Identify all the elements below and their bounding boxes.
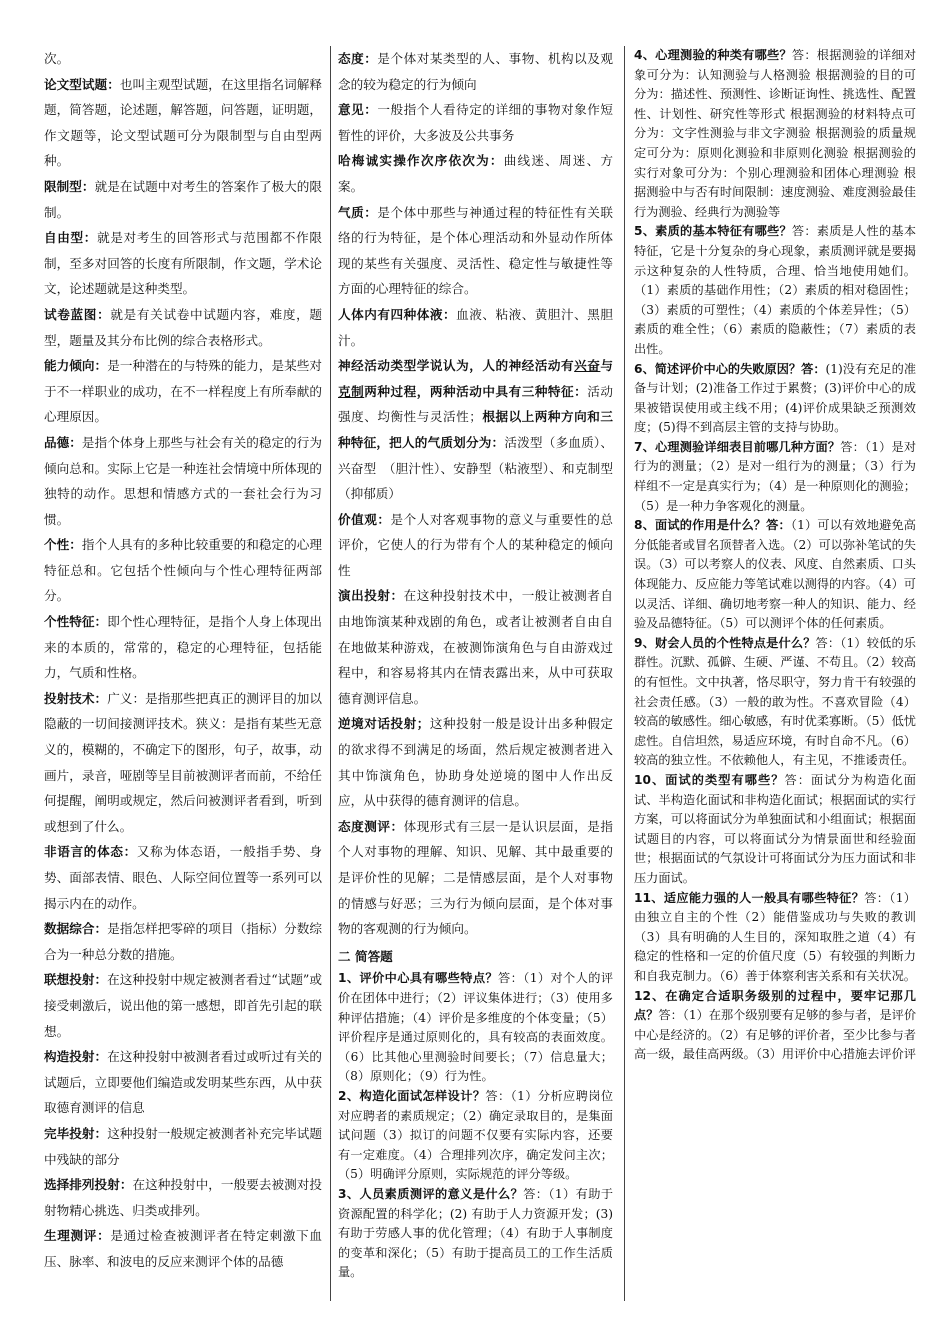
term-label: 意见： [338, 102, 378, 118]
question-text: 10、面试的类型有哪些？ [634, 772, 785, 787]
answer-text: 答：素质是人性的基本特征，它是十分复杂的身心现象，素质测评就是要揭示这种复杂的人性特质，合理、恰当地使用她们。（1）素质的基础作用性；（2）素质的相对稳固性；（3）素质的可塑性；（4）素质的个体差异性；（5）素质的难全性；（6）素质的隐蔽性；（7）素质的表出性。 [634, 224, 916, 356]
answer-text: 答：面试分为构造化面试、半构造化面试和非构造化面试；根据面试的实行方案，可以将面试分为单独面试和小组面试；根据面试题目的内容，可以将面试分为情景面世和经验面世；根据面试的气氛设计可将面试分为压力面试和非压力面试。 [634, 772, 916, 885]
definition-text: 曲线迷、周迷、方案。 [338, 153, 613, 194]
term-label: 自由型： [44, 230, 98, 246]
term-label: 限制型： [44, 178, 95, 194]
answer-text: （1）可以有效地避免高分低能者或冒名顶替者入选。（2）可以弥补笔试的失误。（3）可以考察人的仪表、风度、自然素质、口头体现能力、反应能力等笔试难以测得的内容。（4）可以灵活、详细、确切地考察一种人的知识、能力、经验及品德特征。（5）可以测评个体的任何素质。 [634, 518, 916, 631]
definition-entry [44, 686, 322, 840]
question-item [634, 771, 916, 889]
term-label: 数据综合： [44, 921, 108, 937]
definition-entry [338, 814, 613, 942]
underlined-term: 克制 [338, 383, 365, 399]
definition-entry [44, 1044, 322, 1121]
definition-text: 这种投射一般是设计出多种假定的欲求得不到满足的场面，然后规定被测者进入其中饰演角色，协助身处逆境的图中人作出反应，从中获得的德育测评的信息。 [338, 716, 613, 809]
term-label: 气质： [338, 204, 378, 220]
definition-entry [44, 1172, 322, 1223]
term-label: 完毕投射： [44, 1125, 108, 1141]
term-label: 联想投射： [44, 972, 108, 988]
question-item [634, 987, 916, 1065]
term-label: 个性特征： [44, 614, 108, 630]
term-label: 品德： [44, 434, 82, 450]
definition-entry [44, 1223, 322, 1274]
definition-entry [44, 353, 322, 430]
term-label: 与 [600, 358, 613, 374]
question-item [634, 46, 916, 222]
term-label: 两种过程，两种活动中具有三种特征： [364, 383, 588, 399]
term-label: 态度： [338, 51, 378, 66]
definition-entry [338, 97, 613, 148]
column-divider [624, 46, 625, 1301]
question-text: 4、心理测验的种类有哪些？ [634, 48, 792, 62]
question-item [634, 634, 916, 771]
question-item [338, 1087, 613, 1185]
definition-entry [44, 916, 322, 967]
question-text: 5、素质的基本特征有哪些？ [634, 224, 792, 239]
question-text: 3、人员素质测评的意义是什么？ [338, 1186, 524, 1201]
definition-text: 就是有关试卷中试题内容，难度，题型，题量及其分布比例的综合表格形式。 [44, 306, 322, 348]
answer-text: 答：（1）分析应聘岗位对应聘者的素质规定；（2）确定录取目的，是集面试问题（3）拟订的问题不仅要有实际内容，还要有一定难度。（4）合理排列次序，确定发问主次；（5）明确评分原则，实际规范的评分等级。 [338, 1088, 613, 1182]
definition-entry [338, 711, 613, 813]
question-item [634, 360, 916, 438]
definition-entry [44, 46, 322, 72]
column-right [634, 46, 916, 1301]
definition-text: 就是在试题中对考生的答案作了极大的限制。 [44, 178, 322, 220]
definition-entry [44, 967, 322, 1044]
question-text: 7、心理测验详细表目前哪几种方面？ [634, 439, 841, 454]
definition-entry [338, 148, 613, 199]
term-label: 生理测评： [44, 1228, 111, 1244]
definition-entry [338, 507, 613, 584]
definition-entry [44, 532, 322, 609]
definition-text: 广义：是指那些把真正的测评目的加以隐蔽的一切间接测评技术。狭义：是指有某些无意义的，模糊的，不确定下的图形，句子，故事，动画片，录音，哑剧等呈目前被测评者而前，不给任何提醒，阐明或规定，然后问被测评者看到，听到或想到了什么。 [44, 690, 322, 834]
term-label: 个性： [44, 537, 82, 553]
definition-text: 是个人对客观事物的意义与重要性的总评价，它使人的行为带有个人的某种稳定的倾向性 [338, 511, 613, 578]
definition-entry [44, 72, 322, 174]
definition-entry [44, 225, 322, 302]
definition-text: 是个体中那些与神通过程的特征性有关联络的行为特征，是个体心理活动和外显动作所体现的某些有关强度、灵活性、稳定性与敏捷性等方面的心理特征的综合。 [338, 204, 613, 297]
definition-entry [44, 1121, 322, 1172]
question-text: 11、适应能力强的人一般具有哪些特征？ [634, 890, 865, 905]
term-label: 构造投射： [44, 1049, 108, 1065]
term-label: 价值观： [338, 511, 391, 527]
definition-text: 是指怎样把零碎的项目（指标）分数综合为一种总分数的措施。 [44, 921, 322, 962]
term-label: 根据以上两种方向和三种特征，把人的气质划分为： [338, 409, 613, 450]
term-label: 哈梅诚实操作次序依次为： [338, 153, 504, 169]
definition-text: 是一种潜在的与特殊的能力，是某些对于不一样职业的成功，在不一样程度上有所奉献的心理原因。 [44, 358, 322, 425]
term-label: 逆境对话投射； [338, 716, 430, 732]
column-divider [330, 46, 331, 1301]
definition-text: 也叫主观型试题，在这里指名词解释题，简答题，论述题，解答题，问答题，证明题，作文题等，论文型试题可分为限制型与自由型两种。 [44, 76, 322, 169]
definition-text: 是通过检查被测评者在特定刺激下血压、脉率、和波电的反应来测评个体的品德 [44, 1228, 322, 1269]
definition-text: 指个人具有的多种比较重要的和稳定的心理特征总和。它包括个性倾向与个性心理特征两部分。 [44, 537, 322, 604]
definition-text: 又称为体态语，一般指手势、身势、面部表情、眼色、人际空间位置等一系列可以揭示内在的动作。 [44, 844, 322, 911]
definition-entry [44, 302, 322, 353]
term-label: 人体内有四种体液： [338, 306, 457, 322]
definition-text: 一般指个人看待定的详细的事物对象作短暂性的评价，大多波及公共事务 [338, 102, 613, 143]
definition-text: 在这种投射技术中，一般让被测者自由地饰演某种戏剧的角色，或者让被测者自由自在地做某种游戏，在被测饰演角色与自由游戏过程中，和容易将其内在情表露出来，从中可获取德育测评信息。 [338, 588, 613, 706]
definition-entry [44, 609, 322, 686]
definition-entry [44, 430, 322, 532]
definition-text: 体现形式有三层一是认识层面，是指个人对事物的理解、知识、见解、其中最重要的是评价性的见解；二是情感层面，是个人对事物的情感与好恶；三为行为倾向层面，是个体对事物的客观测的行为倾向。 [338, 818, 613, 937]
column-left [44, 46, 322, 1301]
answer-text: 答：（1）有助于资源配置的科学化；(2) 有助于人力资源开发；(3)有助于劳感人事的优化管理；（4）有助于人事制度的变革和深化；（5）有助于提高员工的工作生活质量。 [338, 1186, 613, 1280]
definition-entry [338, 200, 613, 302]
question-text: 6、简述评价中心的失败原因？答： [634, 361, 826, 376]
answer-text: 答：（1）在那个级别要有足够的参与者，是评价中心是经济的。（2）有足够的评价者，至少比参与者高一级，最佳高两级。（3）用评价中心措施去评价评 [634, 1008, 916, 1062]
term-label: 选择排列投射： [44, 1177, 133, 1193]
document-page [36, 46, 916, 1306]
question-item [634, 889, 916, 987]
term-label: 试卷蓝图： [44, 306, 111, 322]
term-label: 态度测评： [338, 818, 404, 834]
term-label: 演出投射： [338, 588, 404, 604]
definition-text: 这种投射一般规定被测者补充完毕试题中残缺的部分 [44, 1125, 322, 1167]
definition-entry [338, 583, 613, 711]
definition-text: 在这种投射中，一般要去被测对投射物精心挑选、归类或排列。 [44, 1177, 322, 1218]
question-item [634, 516, 916, 634]
underlined-term: 兴奋 [574, 358, 601, 374]
column-middle [338, 46, 613, 1301]
answer-text: 答：（1）较低的乐群性。沉默、孤僻、生硬、严谨、不苟且。（2）较高的有恒性。文中执著，恪尽职守，努力肯干有较强的社会责任感。（3）一般的敢为性。不喜欢冒险（4）较高的敏感性。细心敏感，有时优柔寡断。（5）低忧虑性。自信坦然，易适应环境，有时自命不凡。（6）较高的独立性。不依赖他人，有主见，不推诿责任。 [634, 635, 916, 768]
definition-text: 在这种投射中被测者看过或听过有关的试题后，立即要他们编造或发明某些东西，从中获取德育测评的信息 [44, 1049, 322, 1116]
question-item [338, 969, 613, 1087]
question-text: 1、评价中心具有哪些特点？ [338, 971, 499, 986]
term-label: 能力倾向： [44, 358, 108, 374]
definition-text: 活泼型（多血质）、兴奋型 （胆汁性）、安静型（粘液型）、和克制型（抑郁质） [338, 434, 613, 502]
question-text: 12、在确定合适职务级别的过程中，要牢记那几点？ [634, 988, 916, 1023]
definition-entry [338, 302, 613, 353]
answer-text: 答：（1）由独立自主的个性（2）能借鉴成功与失败的教训（3）具有明确的人生目的，深知取胜之道（4）有稳定的性格和一定的价值尺度（5）有较强的判断力和自我克制力。（6）善于体察利害关系和有关状况。 [634, 890, 916, 983]
definition-text: 次。 [44, 51, 70, 66]
answer-text: 答：（1）对个人的评价在团体中进行；（2）评议集体进行；（3）使用多种评估措施；（4）评价是多维度的个体变量；（5）评价程序是通过原则化的，具有较高的表面效度。（6）比其他心里测验时间要长；（7）信息量大；（8）原则化；（9）行为性。 [338, 971, 613, 1084]
term-label: 论文型试题： [44, 76, 120, 92]
definition-entry [338, 353, 613, 507]
question-item [634, 222, 916, 359]
question-text: 2、构造化面试怎样设计？ [338, 1088, 486, 1103]
answer-text: (1)没有充足的准备与计划；(2)准备工作过于累赘；(3)评价中心的成果被错误使用或主线不用；(4)评价成果缺乏预测效度；(5)得不到高层主管的支持与协助。 [634, 361, 916, 435]
definition-text: 即个性心理特征，是指个人身上体现出来的本质的，常常的，稳定的心理特征，包括能力，气质和性格。 [44, 614, 322, 681]
term-label: 神经活动类型学说认为，人的神经活动有 [338, 358, 575, 374]
definition-text: 活动强度、均衡性与灵活性； [338, 383, 613, 425]
question-item [634, 438, 916, 516]
definition-text: 在这种投射中规定被测者看过“试题”或接受刺激后，说出他的第一感想，即首先引起的联想。 [44, 972, 322, 1039]
definition-text: 血液、粘液、黄胆汁、黑胆汁。 [338, 306, 613, 348]
term-label: 非语言的体态： [44, 844, 137, 860]
definition-text: 是指个体身上那些与社会有关的稳定的行为倾向总和。实际上它是一种连社会情境中所体现的独特的动作。思想和情感方式的一套社会行为习惯。 [44, 434, 322, 527]
definition-text: 是个体对某类型的人、事物、机构以及观念的较为稳定的行为倾向 [338, 51, 613, 92]
question-text: 9、财会人员的个性特点是什么？ [634, 635, 816, 650]
definition-text: 就是对考生的回答形式与范围都不作限制，至多对回答的长度有所限制，作文题，学术论文，论述题就是这种类型。 [44, 230, 322, 297]
question-item [338, 1185, 613, 1283]
answer-text: 答：（1）是对行为的测量；（2）是对一组行为的测量；（3）行为样组不一定是真实行为；（4）是一种原则化的测验；（5）是一种力争客观化的测量。 [634, 439, 916, 513]
answer-text: 答：根据测验的详细对象可分为：认知测验与人格测验 根据测验的目的可分为：描述性、预测性、诊断证询性、挑选性、配置性、计划性、研究性等形式 根据测验的材料特点可分为：文字性测验与非文字测验 根据测验的质量规定可分为：原则化测验和非原则化测验 根据测验的实行对象可分为：个别心理测验和团体心理测验 根据测验中与否有时间限制：速度测验、难度测验最佳行为测验、经典行为测验等 [634, 48, 916, 219]
definition-entry [338, 46, 613, 97]
term-label: 投射技术： [44, 690, 108, 706]
question-text: 8、面试的作用是什么？答： [634, 518, 791, 533]
definition-entry [44, 174, 322, 225]
section-title: 二 简答题 [338, 948, 393, 964]
definition-entry [44, 839, 322, 916]
